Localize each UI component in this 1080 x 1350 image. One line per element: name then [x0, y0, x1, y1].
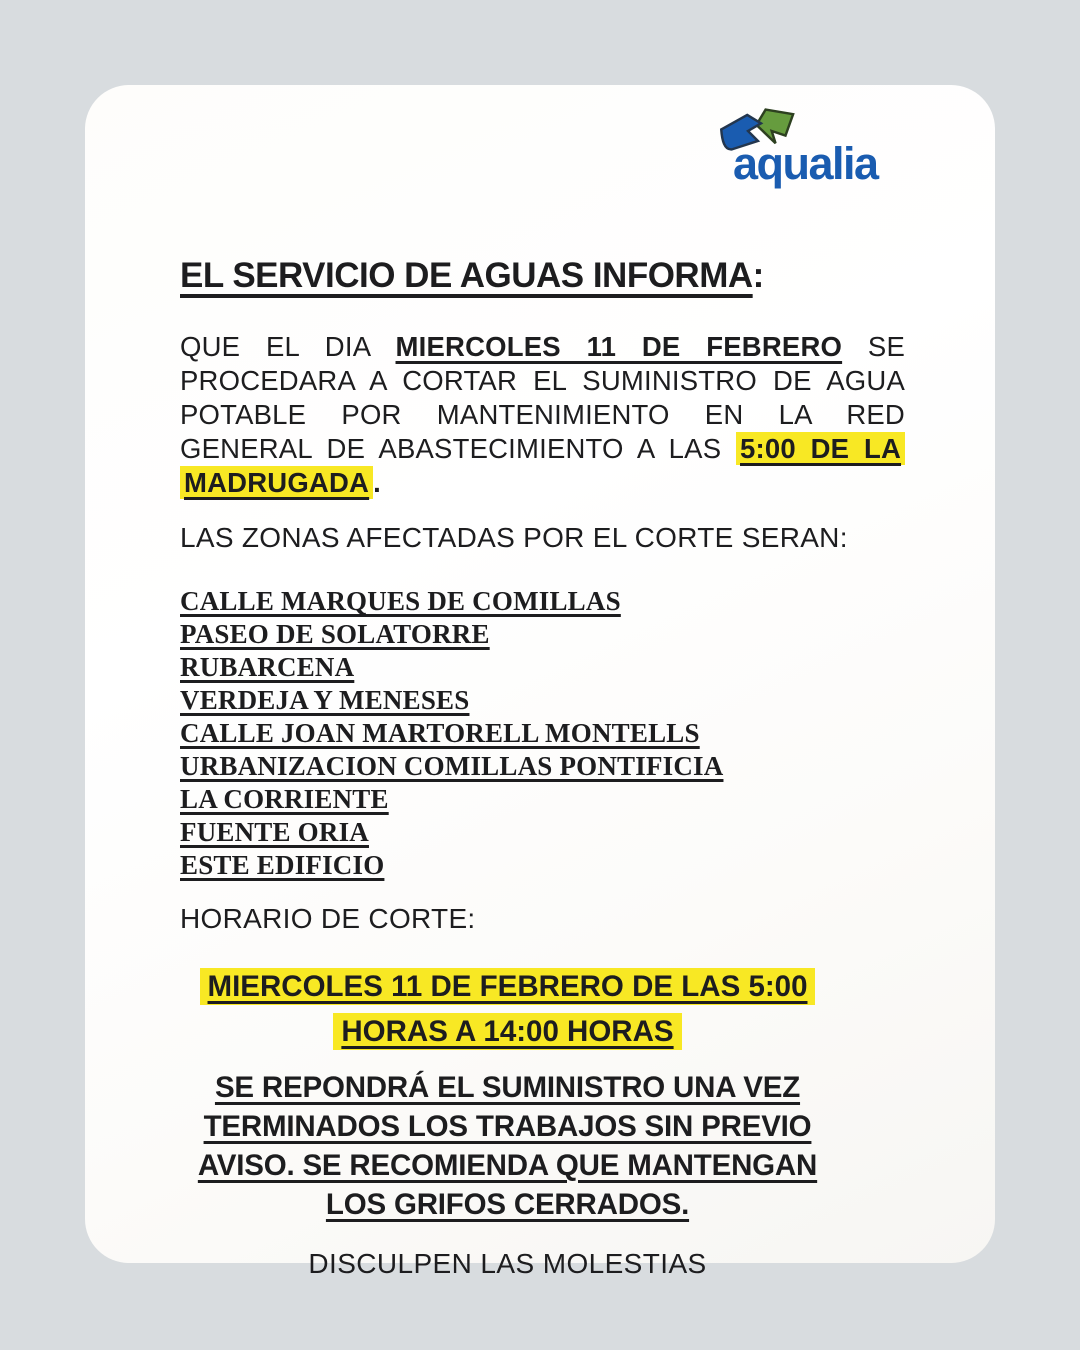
zone-item: FUENTE ORIA — [180, 817, 369, 847]
schedule-highlight-block: MIERCOLES 11 DE FEBRERO DE LAS 5:00 HORAS A 14:00 HORAS — [198, 964, 818, 1054]
notice-body — [85, 85, 995, 1279]
intro-period: . — [373, 467, 381, 498]
aqualia-brand-name: aqualia — [733, 138, 878, 189]
zone-item: PASEO DE SOLATORRE — [180, 619, 490, 649]
cut-time-highlight: 5:00 DE LA MADRUGADA — [180, 432, 905, 499]
zone-item: CALLE MARQUES DE COMILLAS — [180, 586, 621, 616]
apology-text: DISCULPEN LAS MOLESTIAS — [308, 1248, 707, 1279]
zone-item: URBANIZACION COMILLAS PONTIFICIA — [180, 751, 724, 781]
affected-zones-list — [180, 585, 905, 882]
schedule-heading: HORARIO DE CORTE: — [180, 903, 476, 934]
intro-part1: QUE EL DIA — [180, 331, 370, 362]
scanned-notice-card — [85, 85, 995, 1279]
restore-notice: SE REPONDRÁ EL SUMINISTRO UNA VEZ TERMINADOS LOS TRABAJOS SIN PREVIO AVISO. SE RECOMIENDA QUE MANTENGAN LOS GRIFOS CERRADOS. — [197, 1071, 818, 1221]
intro-paragraph — [180, 330, 905, 500]
zone-item: LA CORRIENTE — [180, 784, 389, 814]
intro-part2: SE PROCEDARA A CORTAR EL SUMINISTRO DE AGUA POTABLE POR MANTENIMIENTO EN LA RED GENERAL DE ABASTECIMIENTO A LAS — [180, 331, 905, 464]
title-colon: : — [752, 256, 764, 295]
notice-title: EL SERVICIO DE AGUAS INFORMA: — [180, 256, 764, 295]
zone-item: VERDEJA Y MENESES — [180, 685, 470, 715]
zones-heading: LAS ZONAS AFECTADAS POR EL CORTE SERAN: — [180, 522, 848, 553]
zone-item: ESTE EDIFICIO — [180, 850, 385, 880]
zone-item: CALLE JOAN MARTORELL MONTELLS — [180, 718, 700, 748]
cut-date-emphasis: MIERCOLES 11 DE FEBRERO — [395, 331, 843, 362]
zone-item: RUBARCENA — [180, 652, 355, 682]
